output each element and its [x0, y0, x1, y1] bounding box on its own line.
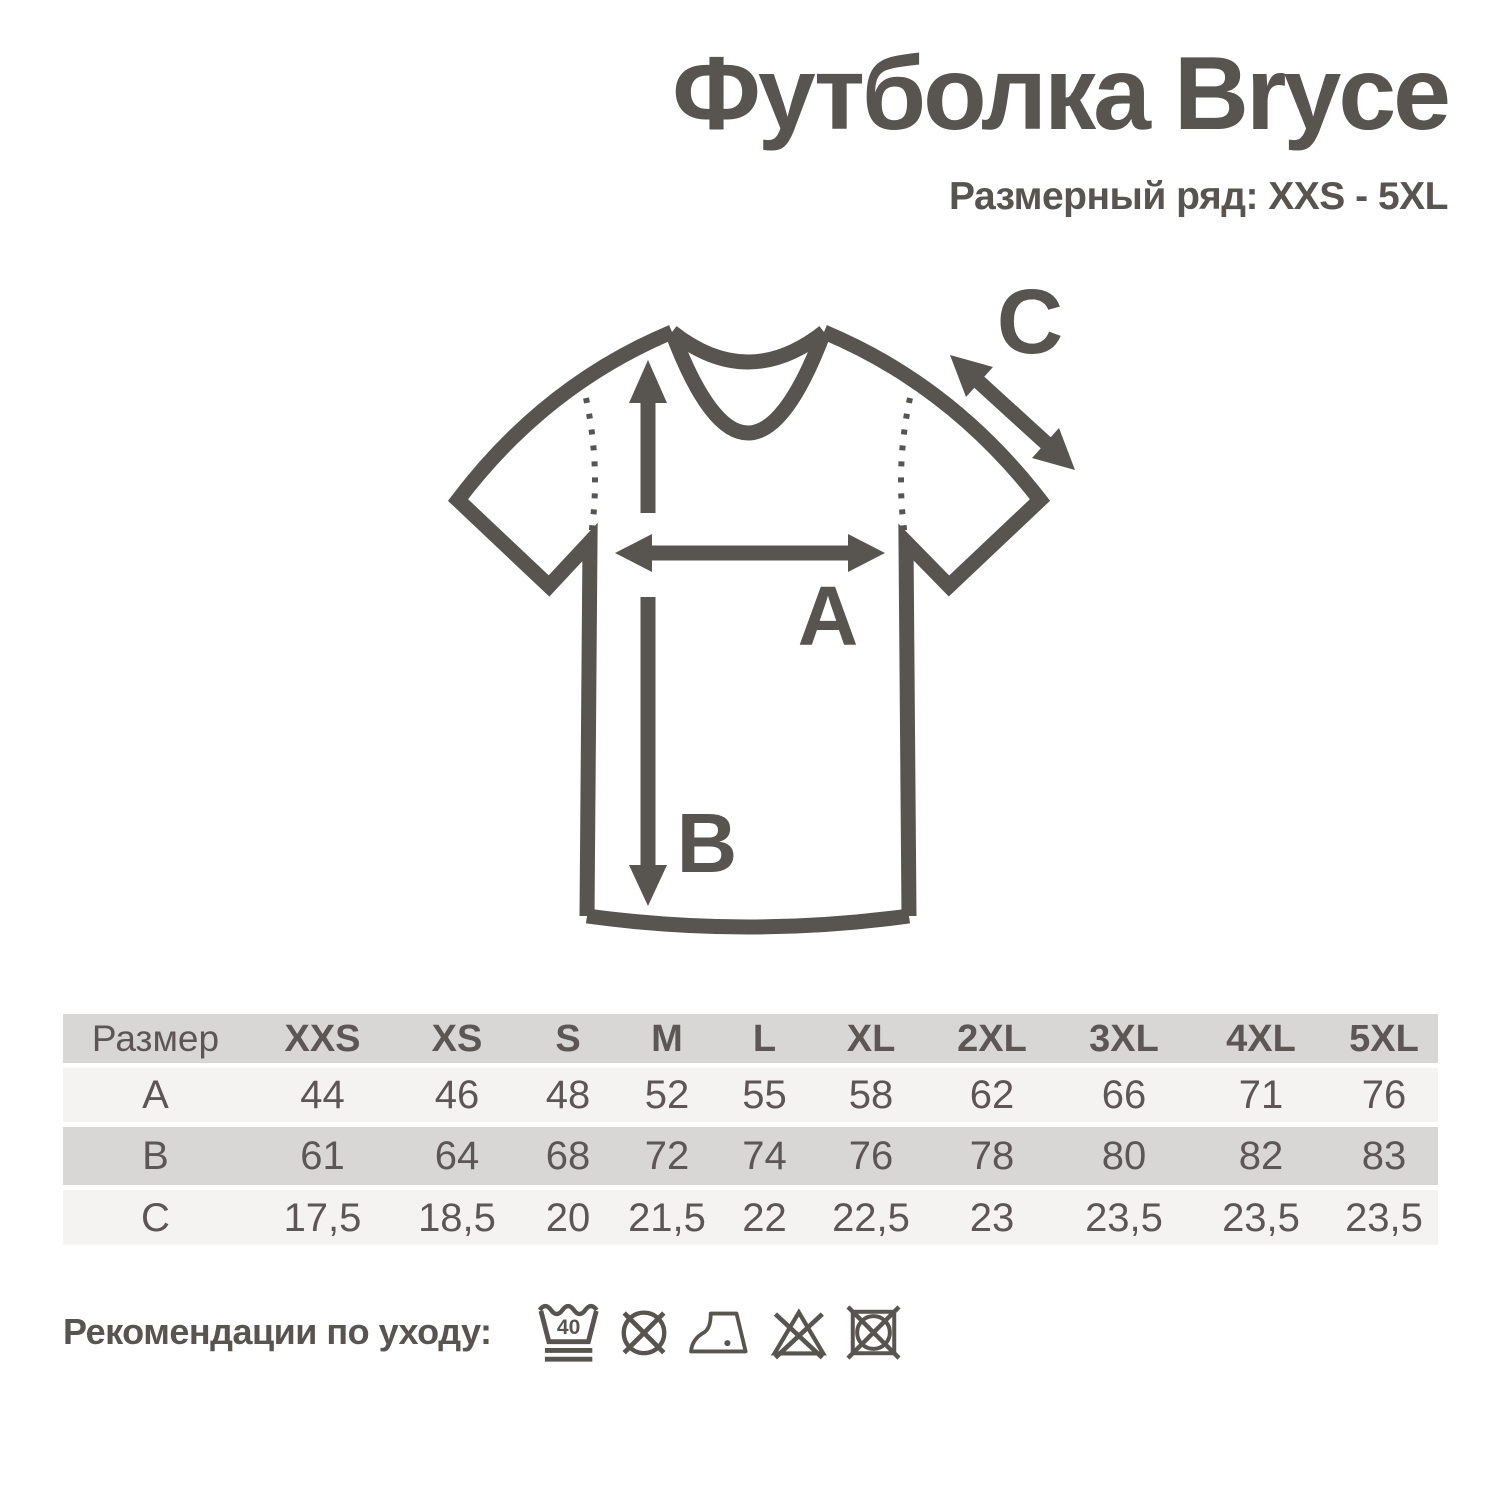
value-cell: 22,5 — [832, 1195, 910, 1240]
measure-b-arrowhead-down — [629, 865, 667, 906]
header-cell: 4XL — [1226, 1017, 1296, 1060]
value-cell: 21,5 — [628, 1195, 706, 1240]
value-cell: 23,5 — [1345, 1195, 1423, 1240]
measure-b-arrowhead-up — [629, 360, 667, 403]
table-row — [63, 1127, 1438, 1185]
tshirt-measurement-diagram — [420, 260, 1120, 960]
value-cell: 17,5 — [283, 1195, 362, 1240]
value-cell: 62 — [969, 1073, 1015, 1117]
value-cell: 23 — [969, 1195, 1015, 1240]
value-cell: 52 — [644, 1073, 690, 1117]
value-cell: 83 — [1361, 1134, 1407, 1178]
care-instructions — [63, 1294, 903, 1370]
value-cell: 48 — [545, 1073, 591, 1117]
table-header-row — [63, 1014, 1438, 1063]
header-cell: 2XL — [957, 1017, 1027, 1060]
title-block — [672, 36, 1448, 219]
value-cell: 55 — [742, 1073, 787, 1117]
header-cell: 3XL — [1089, 1017, 1159, 1060]
header-cell: XS — [431, 1017, 483, 1060]
value-cell: 23,5 — [1222, 1195, 1300, 1240]
wash-40-icon — [537, 1296, 600, 1368]
value-cell: 44 — [300, 1073, 345, 1117]
value-cell: 18,5 — [418, 1195, 496, 1240]
page-subtitle: Размерный ряд: XXS - 5XL — [949, 175, 1448, 219]
value-cell: 68 — [545, 1134, 591, 1178]
iron-low-temp-icon — [688, 1309, 755, 1356]
row-label: C — [141, 1195, 170, 1240]
header-cell: 5XL — [1349, 1017, 1419, 1060]
header-cell: XXS — [284, 1017, 361, 1060]
care-icons — [537, 1296, 904, 1368]
value-cell: 78 — [969, 1134, 1015, 1178]
header-cell: S — [555, 1017, 581, 1060]
value-cell: 61 — [300, 1134, 345, 1178]
size-table — [63, 1014, 1438, 1250]
tshirt-hem — [587, 916, 909, 927]
value-cell: 76 — [848, 1134, 894, 1178]
row-label: B — [142, 1134, 169, 1178]
header-cell: M — [651, 1017, 683, 1060]
header-cell: L — [752, 1017, 777, 1060]
value-cell: 66 — [1101, 1073, 1147, 1117]
value-cell: 76 — [1361, 1073, 1407, 1117]
page-title: Футболка Bryce — [672, 36, 1448, 152]
measure-a-arrowhead-right — [848, 534, 885, 572]
value-cell: 22 — [742, 1195, 787, 1240]
right-armhole-seam — [901, 398, 910, 536]
value-cell: 46 — [434, 1073, 480, 1117]
measure-c-label: C — [996, 271, 1064, 373]
care-label: Рекомендации по уходу: — [63, 1311, 492, 1352]
header-cell: XL — [846, 1017, 896, 1060]
table-row — [63, 1068, 1438, 1122]
table-row — [63, 1190, 1438, 1245]
do-not-tumble-dry-icon — [844, 1303, 903, 1362]
wash-temperature: 40 — [556, 1315, 580, 1339]
size-column-title: Размер — [91, 1018, 220, 1059]
value-cell: 71 — [1238, 1073, 1284, 1117]
value-cell: 74 — [742, 1134, 787, 1178]
value-cell: 80 — [1101, 1134, 1147, 1178]
value-cell: 82 — [1238, 1134, 1284, 1178]
value-cell: 23,5 — [1085, 1195, 1163, 1240]
tshirt-collar-inner — [672, 332, 824, 362]
value-cell: 20 — [545, 1195, 591, 1240]
measure-b-label: B — [676, 796, 738, 890]
row-label: A — [142, 1073, 169, 1117]
left-armhole-seam — [586, 398, 595, 536]
value-cell: 58 — [848, 1073, 894, 1117]
measure-a-arrowhead-left — [615, 534, 652, 572]
tshirt-left-outline — [458, 332, 672, 916]
value-cell: 72 — [644, 1134, 690, 1178]
measure-a-label: A — [797, 569, 859, 663]
do-not-bleach-icon — [767, 1304, 831, 1361]
value-cell: 64 — [434, 1134, 480, 1178]
do-not-dry-clean-icon — [613, 1301, 675, 1363]
